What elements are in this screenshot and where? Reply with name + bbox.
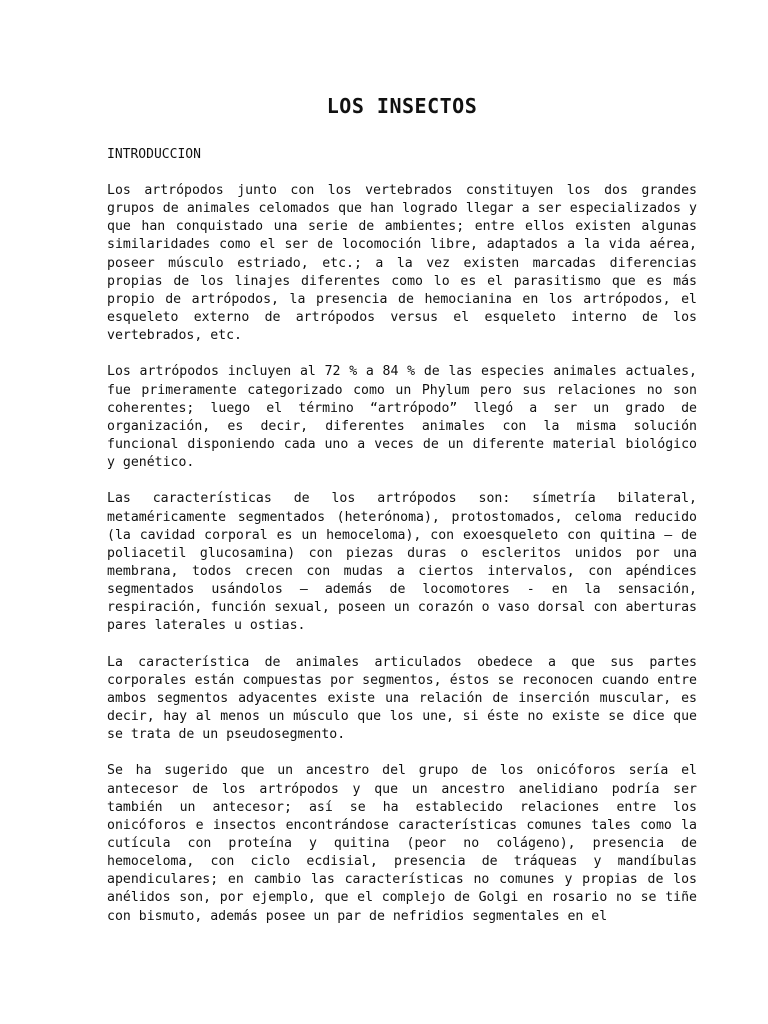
paragraph-4: La característica de animales articulados obedece a que sus partes corporales están compuestas por segmentos, éstos se reconocen cuando entre ambos segmentos adyacentes existe una relación de inserción muscular, es decir, hay al menos un músculo que los une, si éste no existe se dice que se trata de un pseudosegmento. xyxy=(107,654,697,743)
document-title: LOS INSECTOS xyxy=(326,94,478,118)
paragraph-5: Se ha sugerido que un ancestro del grupo de los onicóforos sería el antecesor de los artrópodos y que un ancestro anelidiano podría ser también un antecesor; así se ha establecido relaciones entre los onicóforos e insectos encontrándose características comunes tales como la cutícula con proteína y quitina (peor no colágeno), presencia de hemoceloma, con ciclo ecdisial, presencia de tráqueas y mandíbulas apendiculares; en cambio las características no comunes y propias de los anélidos son, por ejemplo, que el complejo de Golgi en rosario no se tiñe con bismuto, además posee un par de nefridios segmentales en el xyxy=(107,763,697,924)
paragraph-3: Las características de los artrópodos son: símetría bilateral, metaméricamente segmentados (heterónoma), protostomados, celoma reducido (la cavidad corporal es un hemoceloma), con exoesqueleto con quitina – de poliacetil glucosamina) con piezas duras o escleritos unidos por una membrana, todos crecen con mudas a ciertos intervalos, con apéndices segmentados usándolos – además de locomotores - en la sensación, respiración, función sexual, poseen un corazón o vaso dorsal con aberturas pares laterales u ostias. xyxy=(107,491,697,634)
section-heading: INTRODUCCION xyxy=(107,147,201,162)
document-page xyxy=(107,92,697,944)
paragraph-1: Los artrópodos junto con los vertebrados constituyen los dos grandes grupos de animales celomados que han logrado llegar a ser especializados y que han conquistado una serie de ambientes; entre ellos existen algunas similaridades como el ser de locomoción libre, adaptados a la vida aérea, poseer músculo estriado, etc.; a la vez existen marcadas diferencias propias de los linajes diferentes como lo es el parasitismo que es más propio de artrópodos, la presencia de hemocianina en los artrópodos, el esqueleto externo de artrópodos versus el esqueleto interno de los vertebrados, etc. xyxy=(107,183,697,344)
paragraph-2: Los artrópodos incluyen al 72 % a 84 % de las especies animales actuales, fue primeramente categorizado como un Phylum pero sus relaciones no son coherentes; luego el término “artrópodo” llegó a ser un grado de organización, es decir, diferentes animales con la misma solución funcional disponiendo cada uno a veces de un diferente material biológico y genético. xyxy=(107,364,697,471)
